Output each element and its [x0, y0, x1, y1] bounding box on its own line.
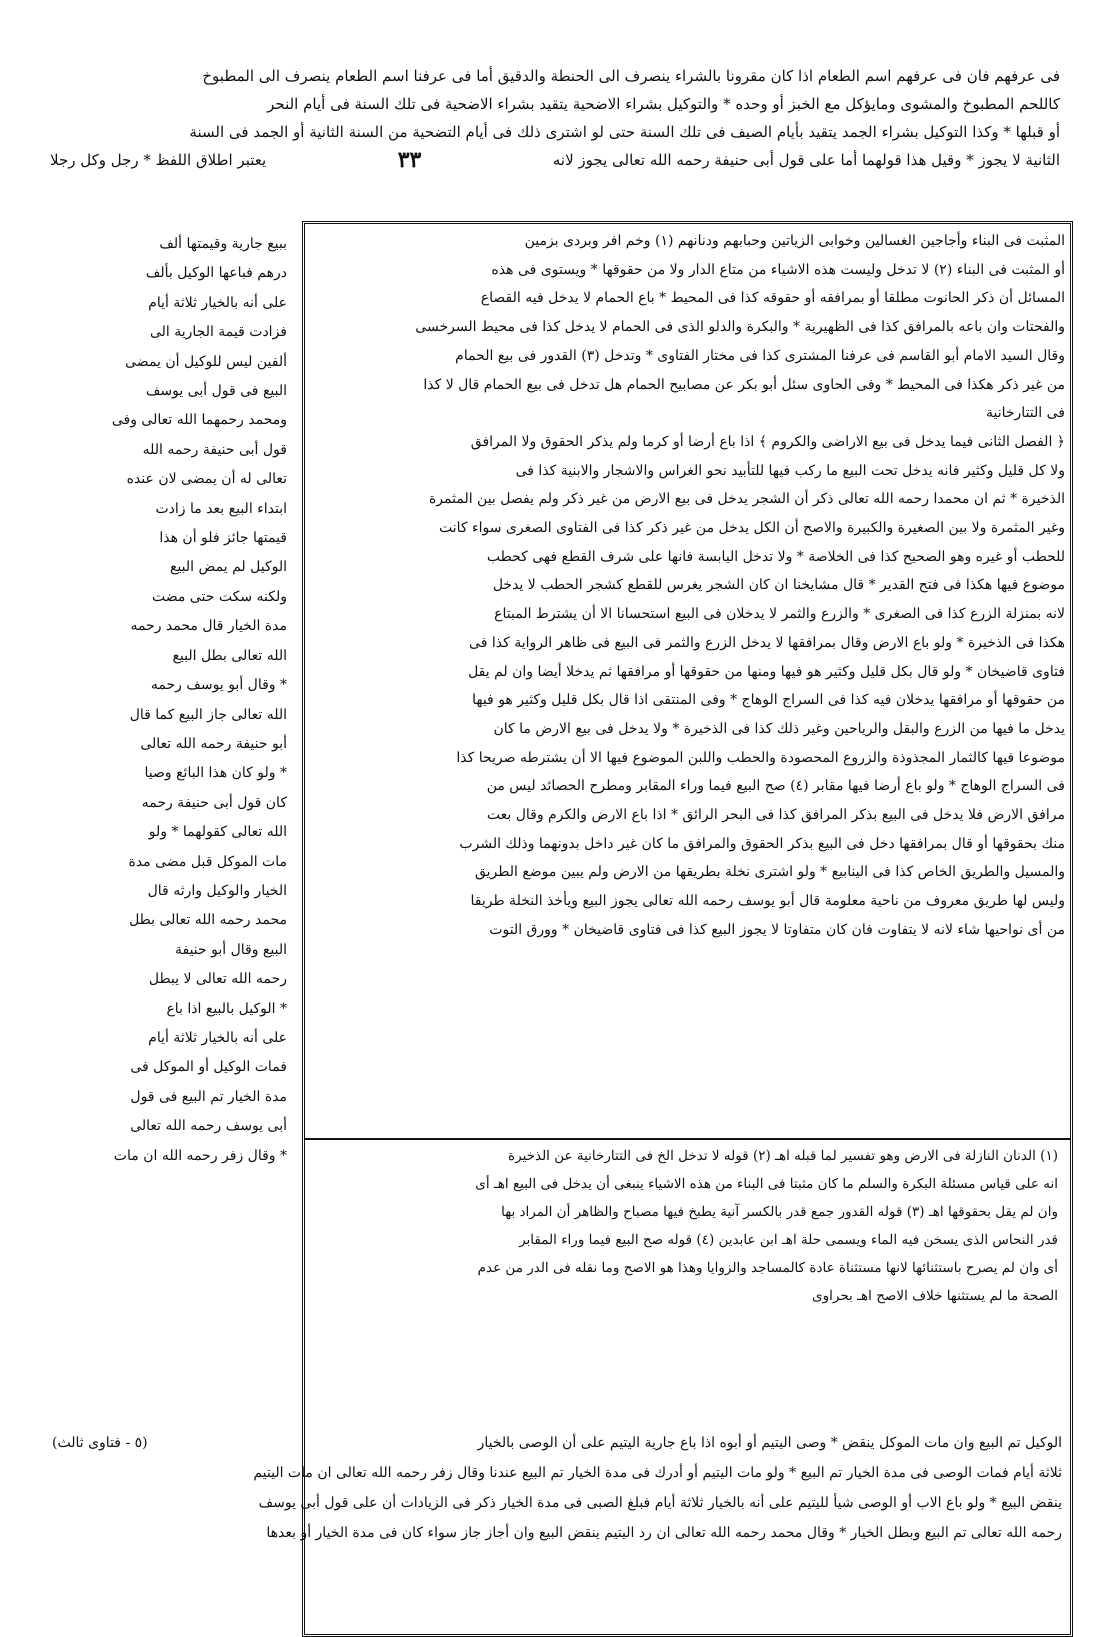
main-line: والمسيل والطريق الخاص كذا فى الينابيع * ولو اشترى نخلة بطريقها من الارض ولم يبين موضع الطريق: [474, 864, 1065, 881]
footnote-line: قدر النحاس الذى يسخن فيه الماء ويسمى حلة اهـ ابن عابدين (٤) قوله صح البيع فيما وراء المقابر: [519, 1232, 1058, 1248]
margin-line: على أنه بالخيار ثلاثة أيام: [148, 1029, 287, 1046]
footnote-line: الصحة ما لم يستثنها خلاف الاصح اهـ بحراوى: [812, 1288, 1058, 1304]
header-last-right: الثانية لا يجوز * وقيل هذا قولهما أما على قول أبى حنيفة رحمه الله تعالى يجوز لانه: [552, 151, 1060, 169]
margin-column: [52, 230, 287, 1171]
margin-line: البيع وقال أبو حنيفة: [174, 941, 287, 958]
margin-line: فمات الوكيل أو الموكل فى: [130, 1059, 287, 1076]
footnote-line: (١) الدنان النازلة فى الارض وهو تفسير لما قبله اهـ (٢) قوله لا تدخل الخ فى التتارخانية عن الذخيرة: [508, 1148, 1058, 1164]
margin-line: * وقال زفر رحمه الله ان مات: [113, 1147, 287, 1164]
main-line: الذخيرة * ثم ان محمدا رحمه الله تعالى ذكر أن الشجر يدخل فى بيع الارض من غير ذكر ولم يفصل بين المثمرة: [428, 491, 1065, 508]
main-line: من أى نواحيها شاء لانه لا يتفاوت فان كان متفاوتا لا يجوز البيع كذا فى فتاوى قاضيخان * وورق التوت: [489, 921, 1065, 938]
margin-line: أبو حنيفة رحمه الله تعالى: [140, 735, 287, 752]
bottom-line: ثلاثة أيام فمات الوصى فى مدة الخيار تم البيع * ولو مات اليتيم أو أدرك فى مدة الخيار تم البيع عندنا وقال زفر رحمه الله تعالى ان مات اليتيم: [253, 1465, 1062, 1481]
margin-line: على أنه بالخيار ثلاثة أيام: [148, 294, 287, 311]
main-line: والفحتات وان باعه بالمرافق كذا فى الظهيرية * والبكرة والدلو الذى فى الحمام لا يدخل كذا فى محيط السرخسى: [415, 319, 1065, 336]
main-line: لانه بمنزلة الزرع كذا فى الصغرى * والزرع والثمر لا يدخلان فى البيع استحسانا الا أن يشترط المبتاع: [494, 606, 1065, 623]
main-line: فى التتارخانية: [986, 405, 1065, 422]
main-text: [315, 227, 1065, 945]
main-line: وغير المثمرة ولا بين الصغيرة والكبيرة والاصح أن الكل يدخل من غير ذكر كذا فى الفتاوى الصغرى سواء كانت: [438, 520, 1065, 537]
main-line: فتاوى قاضيخان * ولو قال بكل قليل وكثير هو فيها ومنها من حقوقها أو مرافقها ثم يدخلا أيضا وان لم يقل: [468, 663, 1065, 680]
footnote-line: انه على قياس مسئلة البكرة والسلم ما كان مثبتا فى البناء من هذه الاشياء ينبغى أن يدخل فى البيع اهـ أى: [475, 1176, 1058, 1192]
margin-line: ألفين ليس للوكيل أن يمضى: [125, 353, 287, 370]
margin-line: * وقال أبو يوسف رحمه: [150, 677, 287, 694]
page-header: [50, 62, 1060, 174]
margin-line: الله تعالى جاز البيع كما قال: [129, 706, 287, 723]
margin-line: كان قول أبى حنيفة رحمه: [141, 794, 287, 811]
margin-line: درهم فباعها الوكيل بألف: [145, 265, 287, 282]
main-line: من حقوقها أو مرافقها يدخلان فيه كذا فى السراج الوهاج * وفى المنتقى اذا قال بكل قليل وكثير هو فيها: [472, 692, 1065, 709]
margin-line: رحمه الله تعالى لا يبطل: [148, 971, 287, 988]
margin-line: مات الموكل قبل مضى مدة: [128, 853, 287, 870]
main-line: من غير ذكر هكذا فى المحيط * وفى الحاوى سئل أبو بكر عن مصابيح الحمام هل تدخل فى بيع الحمام قال لا كذا: [423, 376, 1065, 393]
main-line: هكذا فى الذخيرة * ولو باع الارض وقال بمرافقها لا يدخل الزرع والثمر فى البيع فى ظاهر الرواية كذا فى: [469, 634, 1065, 651]
margin-line: ومحمد رحمهما الله تعالى وفى: [111, 412, 287, 429]
bottom-line: ينقض البيع * ولو باع الاب أو الوصى شيأ لليتيم على أنه بالخيار ثلاثة أيام فبلغ الصبى فى مدة الخيار ذكر فى الزيادات أن على قول أبى يوسف: [258, 1495, 1062, 1511]
margin-line: ولكنه سكت حتى مضت: [152, 588, 287, 605]
margin-line: الخيار والوكيل وارثه قال: [147, 882, 287, 899]
margin-line: مدة الخيار قال محمد رحمه: [130, 618, 287, 635]
footnote-line: وان لم يقل بحقوقها اهـ (٣) قوله القدور جمع قدر بالكسر آنية يطبخ فيها مصباح والظاهر أن المراد بها: [501, 1204, 1058, 1220]
margin-line: * الوكيل بالبيع اذا باع: [166, 1000, 287, 1017]
main-line: يدخل ما فيها من الزرع والبقل والرياحين وغير ذلك كذا فى الذخيرة * ولا يدخل فى بيع الارض ما كان: [493, 720, 1065, 737]
margin-line: تعالى له أن يمضى لان عنده: [126, 471, 287, 488]
main-line: أو المثبت فى البناء (٢) لا تدخل وليست هذه الاشياء من متاع الدار ولا من حقوقها * ويستوى فى هذه: [491, 261, 1065, 278]
bottom-first-right: الوكيل تم البيع وان مات الموكل ينقض * وصى اليتيم أو أبوه اذا باع جارية اليتيم على أن الوصى بالخيار: [477, 1435, 1062, 1451]
main-line: موضوع فيها هكذا فى فتح القدير * قال مشايخنا ان كان الشجر يغرس للقطع كشجر الحطب لا يدخل: [492, 577, 1065, 594]
signature-label: (٥ - فتاوى ثالث): [52, 1435, 148, 1451]
main-line: وقال السيد الامام أبو القاسم فى عرفنا المشترى كذا فى مختار الفتاوى * وتدخل (٣) القدور فى بيع الحمام: [455, 347, 1065, 364]
margin-line: قول أبى حنيفة رحمه الله: [142, 441, 287, 458]
margin-line: ابتداء البيع بعد ما زادت: [155, 500, 287, 517]
margin-line: قيمتها جائز فلو أن هذا: [159, 530, 287, 547]
footnote-line: أى وان لم يصرح باستثنائها لانها مستثناة عادة كالمساجد والزوايا وهذا هو الاصح وما نقله فى الدر من عدم: [477, 1260, 1058, 1276]
margin-line: محمد رحمه الله تعالى بطل: [129, 912, 287, 929]
margin-line: ببيع جارية وقيمتها ألف: [159, 236, 287, 252]
margin-line: الوكيل لم يمض البيع: [169, 559, 287, 576]
main-line: المسائل أن ذكر الحانوت مطلقا أو بمرافقه أو حقوقه كذا فى المحيط * باع الحمام لا يدخل فيه القصاع: [480, 290, 1065, 307]
bottom-text: [52, 1428, 1062, 1548]
bottom-line: رحمه الله تعالى تم البيع وبطل الخيار * وقال محمد رحمه الله تعالى ان رد اليتيم ينقض البيع وان أجاز جاز سواء كان فى مدة الخيار أو بعدها: [266, 1525, 1062, 1541]
header-line: كاللحم المطبوخ والمشوى ومايؤكل مع الخبز أو وحده * والتوكيل بشراء الاضحية يتقيد بشراء الاضحية فى تلك السنة فى أيام النحر: [267, 95, 1060, 113]
margin-line: فزادت قيمة الجارية الى: [149, 324, 287, 341]
footnote-divider: [305, 1138, 1070, 1140]
main-line: مرافق الارض فلا يدخل فى البيع بذكر المرافق كذا فى البحر الرائق * اذا باع الارض والكرم وقال بعت: [486, 807, 1065, 824]
main-line: للحطب أو غيره وهو الصحيح كذا فى الخلاصة * ولا تدخل اليابسة فانها على شرف القطع فهى كحطب: [486, 548, 1065, 565]
margin-line: مدة الخيار تم البيع فى قول: [130, 1088, 287, 1105]
main-line: موضوعا فيها كالثمار المجذوذة والزروع المحصودة والحطب واللبن الموضوع فيها الا أن يشترطه صريحا كذا: [456, 749, 1065, 766]
margin-line: الله تعالى بطل البيع: [172, 647, 287, 664]
header-line: أو قبلها * وكذا التوكيل بشراء الجمد يتقيد بأيام الصيف فى تلك السنة حتى لو اشترى ذلك فى أيام التضحية من السنة الثانية أو الجمد فى السنة: [189, 123, 1060, 141]
main-line: وليس لها طريق معروف من ناحية معلومة قال أبو يوسف رحمه الله تعالى يجوز البيع ويأخذ النخلة طريقا: [470, 893, 1065, 910]
main-line: منك بحقوقها أو قال بمرافقها دخل فى البيع بذكر الحقوق والمرافق ما كان غير داخل بدونهما وذلك الشرب: [459, 835, 1065, 852]
margin-line: * ولو كان هذا البائع وصيا: [144, 765, 287, 782]
main-line: ولا كل قليل وكثير فانه يدخل تحت البيع ما ركب فيها للتأبيد نحو الغراس والاشجار والابنية كذا فى: [515, 462, 1065, 479]
page-number: ٣٣: [397, 147, 422, 173]
header-line: فى عرفهم فان فى عرفهم اسم الطعام اذا كان مقرونا بالشراء ينصرف الى الحنطة والدقيق أما فى عرفنا اسم الطعام ينصرف الى المطبوخ: [202, 67, 1060, 85]
header-last-line: [50, 146, 1060, 174]
header-last-left: يعتبر اطلاق اللفظ * رجل وكل رجلا: [50, 151, 267, 169]
footnotes: [318, 1142, 1058, 1310]
main-line: فى السراج الوهاج * ولو باع أرضا فيها مقابر (٤) صح البيع فيما وراء المقابر ومطرح الحصائد ليس من: [486, 778, 1065, 795]
margin-line: أبى يوسف رحمه الله تعالى: [130, 1118, 287, 1135]
section-heading-line: ﴿ الفصل الثانى فيما يدخل فى بيع الاراضى والكروم ﴾ اذا باع أرضا أو كرما ولم يذكر الحقوق ولا المرافق: [470, 433, 1065, 450]
main-line: المثبت فى البناء وأجاجين الغسالين وخوابى الزياتين وحبابهم ودنانهم (١) وخم افر وبردى بزمين: [524, 233, 1065, 249]
bottom-first-line: [52, 1428, 1062, 1458]
margin-line: البيع فى قول أبى يوسف: [145, 383, 287, 400]
margin-line: الله تعالى كقولهما * ولو: [148, 824, 287, 841]
